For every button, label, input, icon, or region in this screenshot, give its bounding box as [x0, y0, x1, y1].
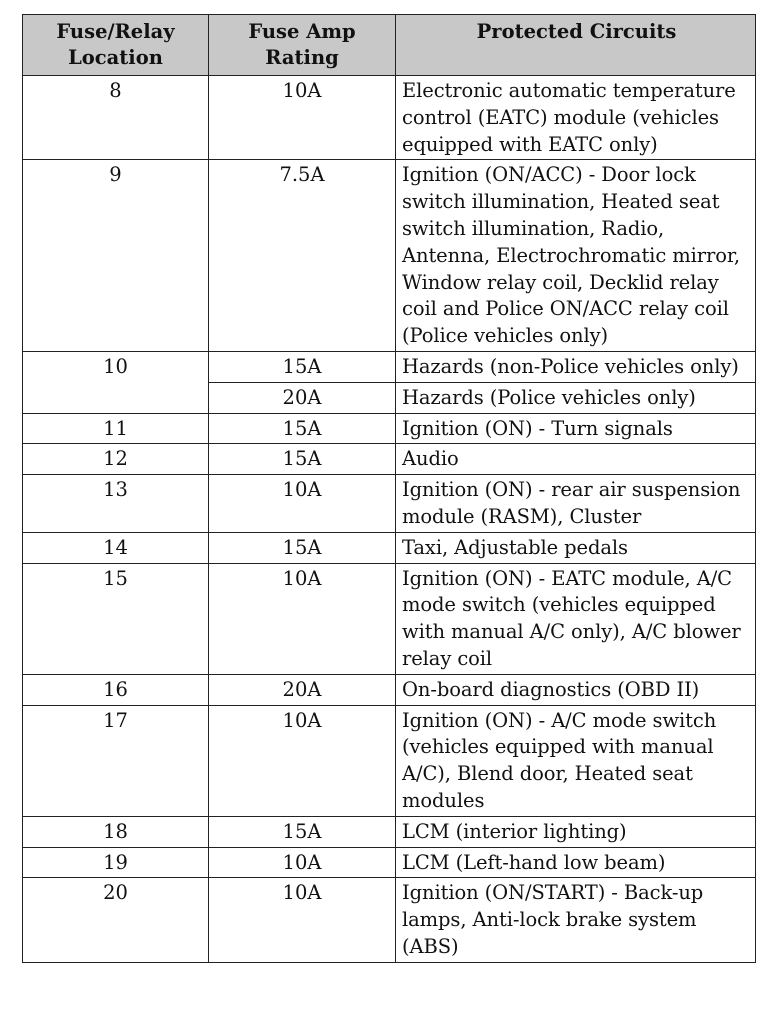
table-row [23, 532, 756, 563]
location-cell: 20 [23, 878, 209, 962]
circuits-cell: LCM (Left-hand low beam) [396, 847, 756, 878]
header-protected-circuits: Protected Circuits [396, 15, 756, 76]
circuits-cell: Ignition (ON) - EATC module, A/C mode switch (vehicles equipped with manual A/C only), A/C blower relay coil [396, 563, 756, 674]
location-cell: 14 [23, 532, 209, 563]
circuits-cell: Audio [396, 444, 756, 475]
amp-cell: 10A [209, 847, 396, 878]
location-cell: 11 [23, 413, 209, 444]
amp-cell: 15A [209, 444, 396, 475]
table-row [23, 563, 756, 674]
table-row [23, 475, 756, 533]
amp-cell: 20A [209, 674, 396, 705]
table-header [23, 15, 756, 76]
location-cell: 18 [23, 816, 209, 847]
location-cell: 8 [23, 76, 209, 160]
circuits-cell: Ignition (ON) - Turn signals [396, 413, 756, 444]
header-row [23, 15, 756, 76]
location-cell: 9 [23, 160, 209, 352]
circuits-cell: Taxi, Adjustable pedals [396, 532, 756, 563]
circuits-cell: Ignition (ON/START) - Back-up lamps, Anti-lock brake system (ABS) [396, 878, 756, 962]
table-row [23, 674, 756, 705]
amp-cell: 10A [209, 705, 396, 816]
amp-cell: 15A [209, 413, 396, 444]
location-cell: 13 [23, 475, 209, 533]
amp-cell: 10A [209, 475, 396, 533]
fuse-table [22, 14, 756, 963]
location-cell: 17 [23, 705, 209, 816]
amp-cell: 10A [209, 878, 396, 962]
location-cell: 19 [23, 847, 209, 878]
table-row [23, 705, 756, 816]
amp-cell: 10A [209, 563, 396, 674]
circuits-cell: Ignition (ON) - A/C mode switch (vehicles equipped with manual A/C), Blend door, Heated seat modules [396, 705, 756, 816]
table-row [23, 444, 756, 475]
circuits-cell: Hazards (Police vehicles only) [396, 382, 756, 413]
circuits-cell: Electronic automatic temperature control (EATC) module (vehicles equipped with EATC only) [396, 76, 756, 160]
table-row [23, 76, 756, 160]
amp-cell: 15A [209, 351, 396, 382]
table-row [23, 847, 756, 878]
circuits-cell: LCM (interior lighting) [396, 816, 756, 847]
circuits-cell: Ignition (ON/ACC) - Door lock switch illumination, Heated seat switch illumination, Radio, Antenna, Electrochromatic mirror, Window relay coil, Decklid relay coil and Police ON/ACC relay coil (Police vehicles only) [396, 160, 756, 352]
location-cell: 16 [23, 674, 209, 705]
amp-cell: 20A [209, 382, 396, 413]
header-location: Fuse/Relay Location [23, 15, 209, 76]
amp-cell: 7.5A [209, 160, 396, 352]
table-row [23, 413, 756, 444]
circuits-cell: On-board diagnostics (OBD II) [396, 674, 756, 705]
table-body [23, 76, 756, 963]
circuits-cell: Hazards (non-Police vehicles only) [396, 351, 756, 382]
location-cell: 12 [23, 444, 209, 475]
circuits-cell: Ignition (ON) - rear air suspension module (RASM), Cluster [396, 475, 756, 533]
amp-cell: 15A [209, 532, 396, 563]
location-cell: 15 [23, 563, 209, 674]
table-row [23, 351, 756, 382]
table-row [23, 160, 756, 352]
amp-cell: 10A [209, 76, 396, 160]
header-amp-rating: Fuse Amp Rating [209, 15, 396, 76]
amp-cell: 15A [209, 816, 396, 847]
table-row [23, 878, 756, 962]
location-cell: 10 [23, 351, 209, 413]
table-row [23, 816, 756, 847]
